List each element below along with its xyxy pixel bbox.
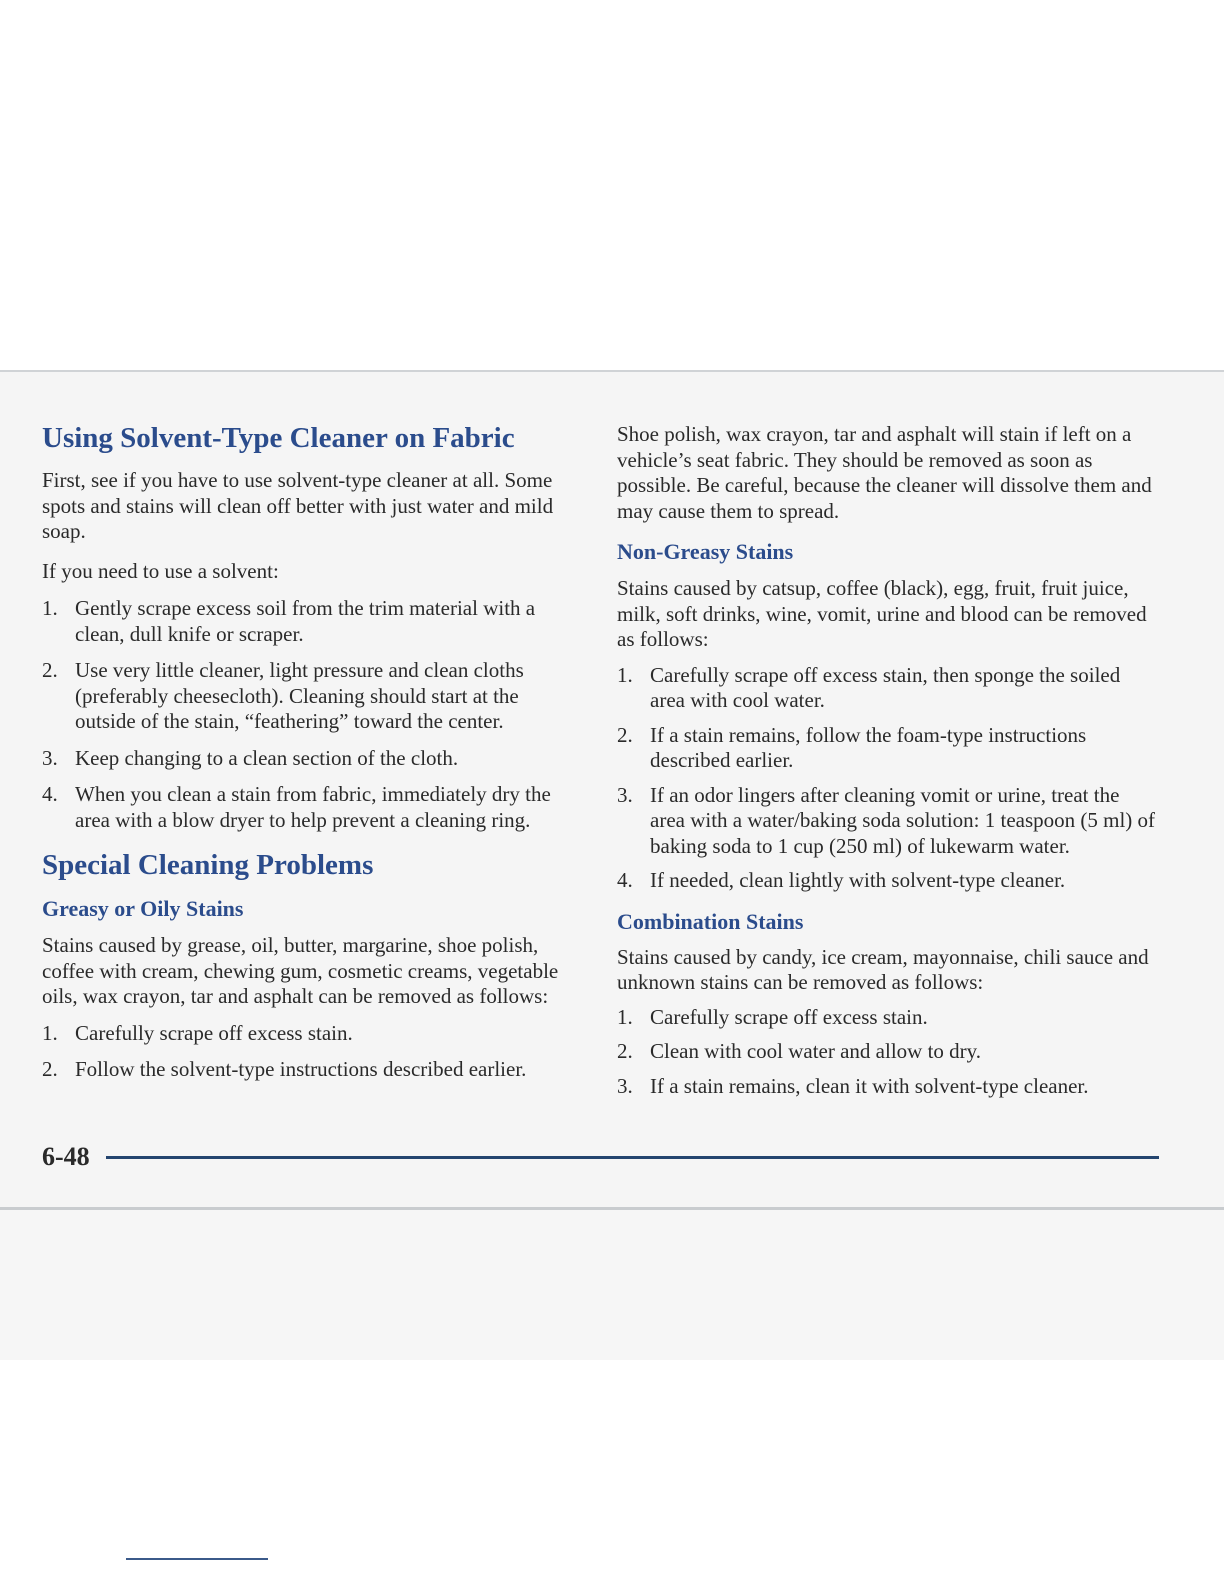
lower-band — [0, 1210, 1224, 1360]
combination-paragraph: Stains caused by candy, ice cream, mayonnaise, chili sauce and unknown stains can be removed as follows: — [617, 944, 1149, 994]
list-number: 2. — [42, 1057, 58, 1081]
list-item — [617, 868, 1157, 894]
greasy-paragraph: Stains caused by grease, oil, butter, margarine, shoe polish, coffee with cream, chewing gum, cosmetic creams, vegetable oils, wax crayon, tar and asphalt can be removed as follows: — [42, 933, 559, 1008]
list-item — [42, 1057, 582, 1083]
list-item — [617, 783, 1157, 860]
greasy-steps-list — [42, 1021, 582, 1083]
list-text: If an odor lingers after cleaning vomit or urine, treat the area with a water/baking soda solution: 1 teaspoon (5 ml) of baking soda to 1 cup (250 ml) of lukewarm water. — [650, 782, 1156, 858]
subheading-greasy: Greasy or Oily Stains — [42, 896, 244, 921]
list-item — [42, 1021, 582, 1047]
nongreasy-paragraph: Stains caused by catsup, coffee (black), egg, fruit, fruit juice, milk, soft drinks, wine, vomit, urine and blood can be removed as follows: — [617, 576, 1147, 651]
list-text: Carefully scrape off excess stain, then sponge the soiled area with cool water. — [650, 662, 1121, 712]
manual-page — [0, 370, 1224, 1210]
list-text: If needed, clean lightly with solvent-type cleaner. — [650, 868, 1066, 892]
list-item — [42, 746, 582, 772]
right-column — [617, 422, 1157, 1099]
list-item — [42, 782, 582, 833]
list-text: Follow the solvent-type instructions described earlier. — [75, 1057, 527, 1081]
list-number: 4. — [42, 782, 58, 806]
list-number: 3. — [617, 1073, 633, 1098]
left-column — [42, 420, 582, 1083]
section-heading-solvent: Using Solvent-Type Cleaner on Fabric — [42, 422, 515, 454]
list-text: Clean with cool water and allow to dry. — [650, 1039, 982, 1063]
list-item — [617, 1005, 1157, 1031]
list-text: Keep changing to a clean section of the cloth. — [75, 745, 459, 770]
list-item — [42, 596, 582, 647]
list-item — [617, 663, 1157, 714]
solvent-steps-list — [42, 596, 582, 833]
list-text: If a stain remains, clean it with solvent-type cleaner. — [650, 1073, 1089, 1098]
list-number: 1. — [617, 662, 633, 687]
bottom-line-mark — [126, 1558, 268, 1560]
page-number: 6-48 — [42, 1142, 90, 1171]
footer-rule — [106, 1156, 1159, 1159]
list-number: 2. — [42, 658, 58, 682]
list-item — [42, 658, 582, 735]
list-item — [617, 723, 1157, 774]
list-number: 3. — [42, 745, 58, 770]
list-text: Use very little cleaner, light pressure and clean cloths (preferably cheesecloth). Cleaning should start at the outside of the stain, “feathering” toward the center. — [75, 658, 524, 733]
list-text: Carefully scrape off excess stain. — [650, 1004, 928, 1029]
list-number: 3. — [617, 782, 633, 807]
list-item — [617, 1039, 1157, 1065]
list-number: 2. — [617, 722, 633, 747]
section-heading-special: Special Cleaning Problems — [42, 849, 374, 881]
list-number: 1. — [42, 596, 58, 620]
list-text: Carefully scrape off excess stain. — [75, 1020, 353, 1045]
solvent-lead: If you need to use a solvent: — [42, 558, 279, 583]
list-number: 2. — [617, 1039, 633, 1063]
intro-paragraph: First, see if you have to use solvent-type cleaner at all. Some spots and stains will clean off better with just water and mild soap. — [42, 468, 554, 543]
subheading-combination: Combination Stains — [617, 908, 804, 934]
list-number: 1. — [617, 1004, 633, 1029]
list-text: Gently scrape excess soil from the trim material with a clean, dull knife or scraper. — [75, 596, 536, 646]
subheading-nongreasy: Non-Greasy Stains — [617, 539, 794, 564]
list-text: If a stain remains, follow the foam-type instructions described earlier. — [650, 722, 1087, 772]
combination-steps-list — [617, 1005, 1157, 1100]
nongreasy-steps-list — [617, 663, 1157, 894]
list-text: When you clean a stain from fabric, immediately dry the area with a blow dryer to help prevent a cleaning ring. — [75, 782, 551, 832]
shoe-polish-paragraph: Shoe polish, wax crayon, tar and asphalt will stain if left on a vehicle’s seat fabric. They should be removed as soon as possible. Be careful, because the cleaner will dissolve them and may cause them to spread. — [617, 422, 1152, 523]
list-number: 1. — [42, 1020, 58, 1045]
list-item — [617, 1074, 1157, 1100]
list-number: 4. — [617, 868, 633, 892]
